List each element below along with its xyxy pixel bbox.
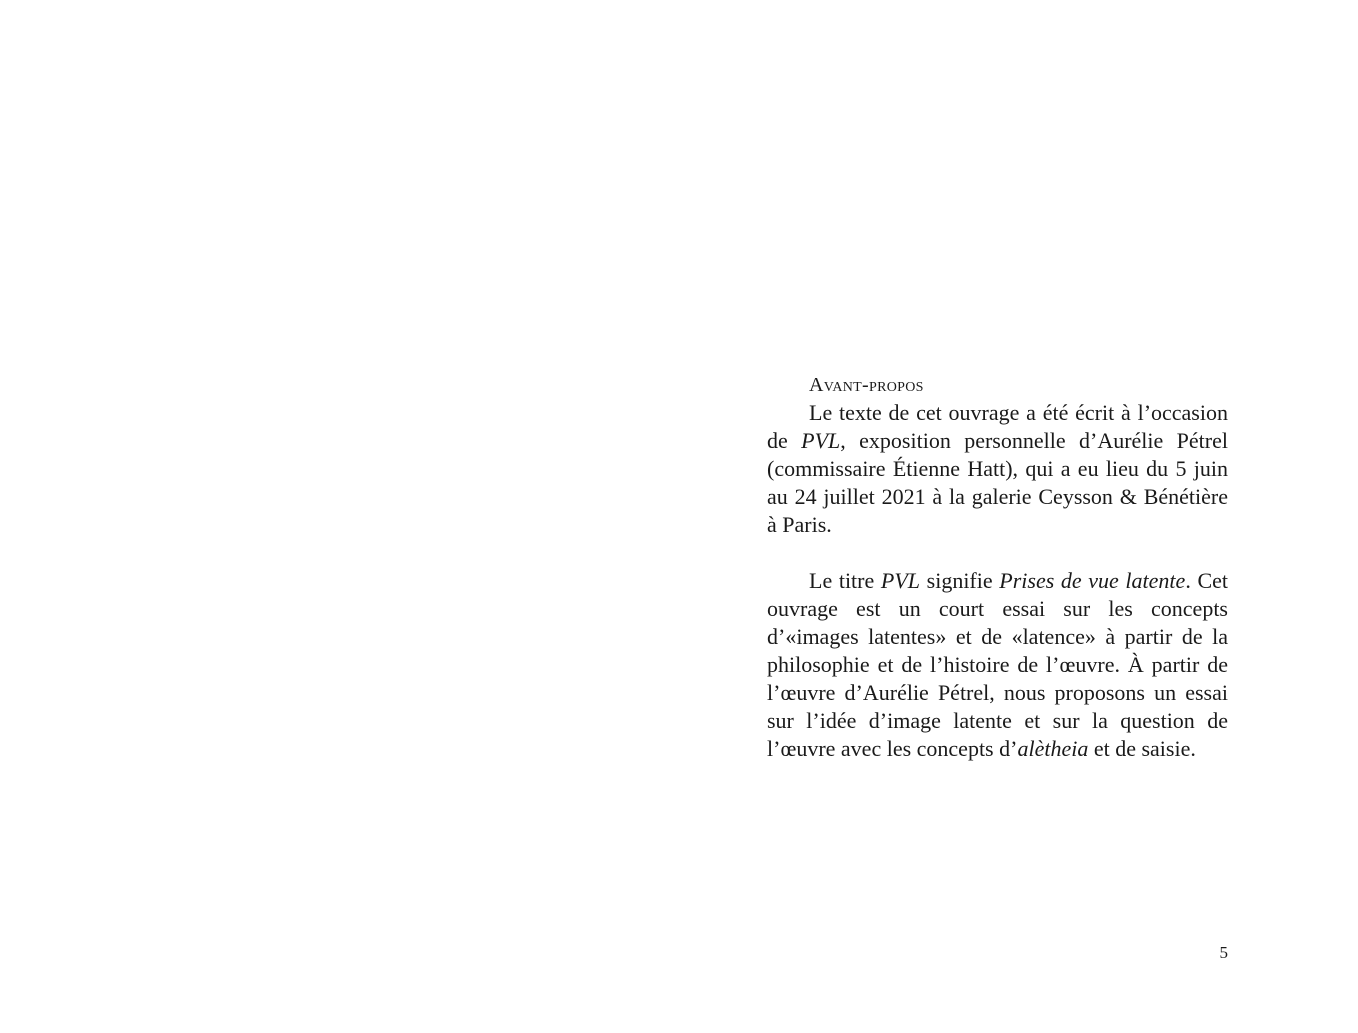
paragraph-title-text-2: signifie: [920, 568, 1000, 593]
title-abbreviation: PVL: [880, 568, 921, 593]
paragraph-intro: [767, 399, 1228, 539]
aletheia-term: alètheia: [1017, 736, 1089, 761]
paragraph-title-text-1: Le titre: [809, 568, 881, 593]
paragraph-title-text-3: . Cet ouvrage est un court essai sur les concepts d’«images latentes» et de «latence» à partir de la philosophie et de l’histoire de l’œuvre. À partir de l’œuvre d’Aurélie Pétrel, nous proposons un essai sur l’idée d’image latente et sur la question de l’œuvre avec les concepts d’: [767, 568, 1228, 761]
title-full: Prises de vue latente: [999, 568, 1186, 593]
body-text: [767, 371, 1228, 763]
paragraph-spacer: [767, 539, 1228, 567]
paragraph-title-meaning: [767, 567, 1228, 763]
paragraph-intro-text: Le texte de cet ouvrage a été écrit à l’occasion de: [767, 400, 1228, 453]
paragraph-title-text-4: et de saisie.: [1088, 736, 1196, 761]
exhibition-title: PVL: [801, 428, 841, 453]
section-heading: Avant-propos: [809, 374, 924, 396]
page-number: 5: [1219, 943, 1228, 962]
paragraph-intro-rest: , exposition personnelle d’Aurélie Pétrel (commissaire Étienne Hatt), qui a eu lieu du 5 juin au 24 juillet 2021 à la galerie Ceysson & Bénétière à Paris.: [767, 428, 1228, 537]
